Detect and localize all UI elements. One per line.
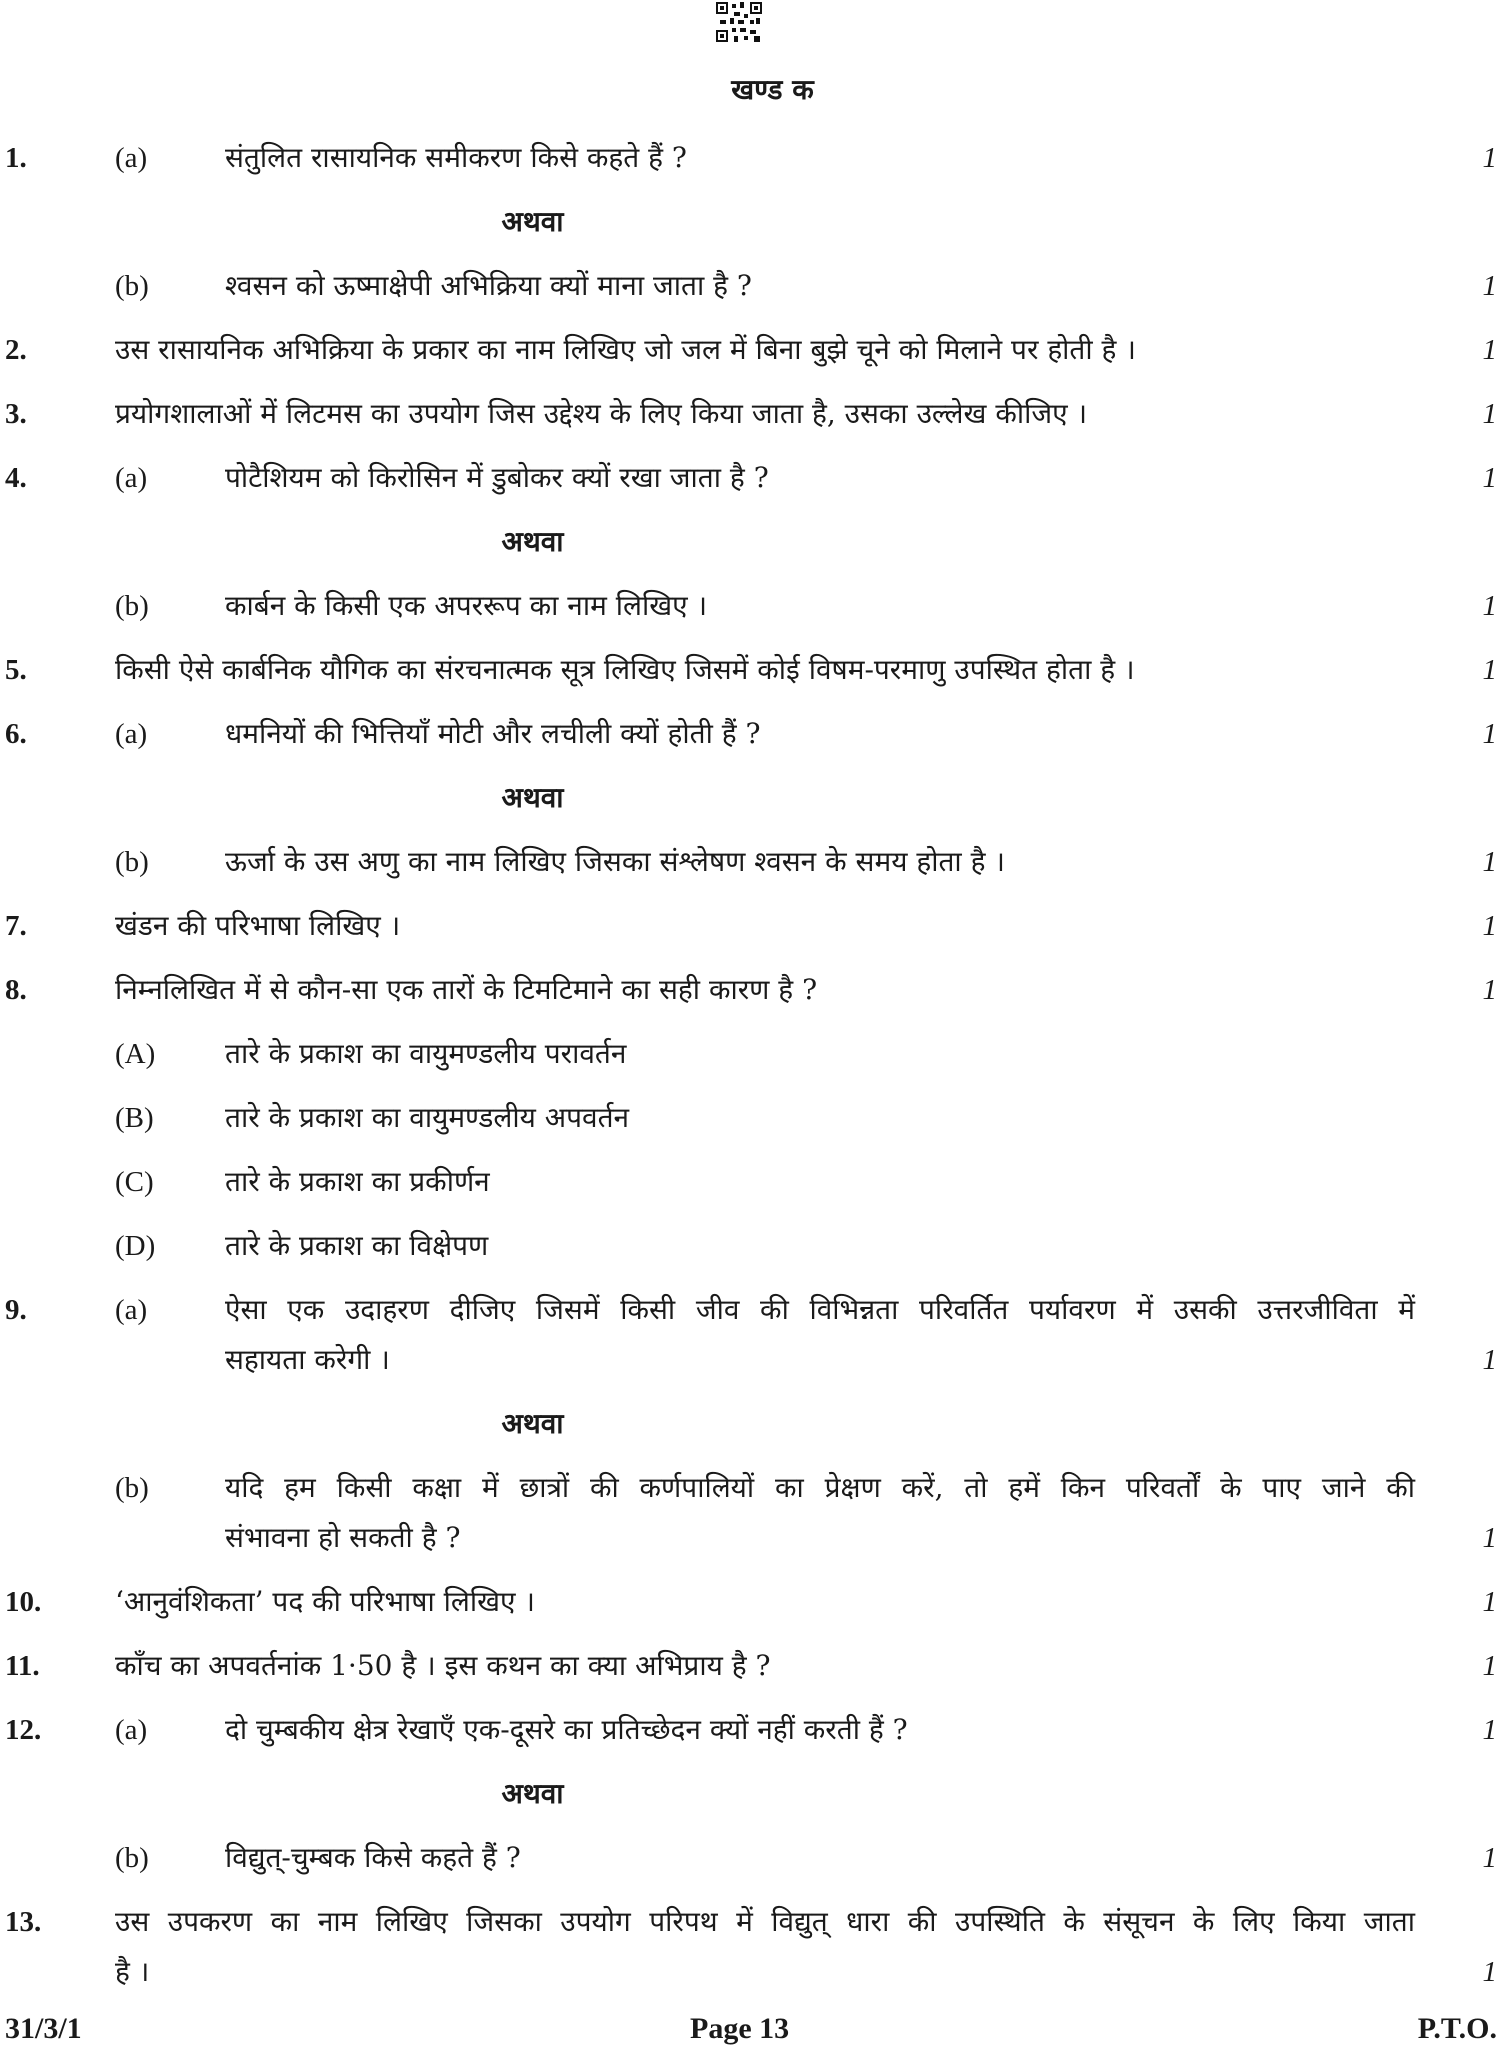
marks: 1 [1482,654,1497,686]
question-text: किसी ऐसे कार्बनिक यौगिक का संरचनात्मक सूत्र लिखिए जिसमें कोई विषम-परमाणु उपस्थित होता है । [115,653,1135,686]
or-divider: अथवा [501,1777,564,1810]
question-number: 7. [5,910,27,942]
question-text: विद्युत्-चुम्बक किसे कहते हैं ? [225,1841,521,1874]
question-number: 2. [5,334,27,366]
question-text: प्रयोगशालाओं में लिटमस का उपयोग जिस उद्देश्य के लिए किया जाता है, उसका उल्लेख कीजिए । [115,397,1088,430]
question-text-line-1: यदि हम किसी कक्षा में छात्रों की कर्णपालियों का प्रेक्षण करें, तो हमें किन परिवर्तों के पाए जाने की [225,1471,1415,1504]
sub-label: (a) [115,462,148,494]
question-text: निम्नलिखित में से कौन-सा एक तारों के टिमटिमाने का सही कारण है ? [115,973,818,1006]
option-text: तारे के प्रकाश का विक्षेपण [225,1229,489,1262]
question-text-line-2: सहायता करेगी । [225,1343,390,1376]
or-divider: अथवा [501,781,564,814]
marks: 1 [1482,1650,1497,1682]
question-text-line-1: उस उपकरण का नाम लिखिए जिसका उपयोग परिपथ में विद्युत् धारा की उपस्थिति के संसूचन के लिए किया जाता [115,1905,1415,1938]
page-footer [0,2012,1505,2045]
marks: 1 [1482,846,1497,878]
marks: 1 [1482,462,1497,494]
question-text: श्वसन को ऊष्माक्षेपी अभिक्रिया क्यों माना जाता है ? [225,269,752,302]
option-text: तारे के प्रकाश का वायुमण्डलीय अपवर्तन [225,1101,630,1134]
qr-code-icon [716,2,762,42]
option-label: (D) [115,1230,156,1262]
question-number: 5. [5,654,27,686]
question-number: 4. [5,462,27,494]
marks: 1 [1482,590,1497,622]
marks: 1 [1482,1956,1497,1988]
question-text: ‘आनुवंशिकता’ पद की परिभाषा लिखिए । [115,1585,536,1618]
marks: 1 [1482,334,1497,366]
question-text: कार्बन के किसी एक अपररूप का नाम लिखिए । [225,589,708,622]
option-text: तारे के प्रकाश का प्रकीर्णन [225,1165,490,1198]
marks: 1 [1482,1586,1497,1618]
sub-label: (b) [115,270,149,302]
question-number: 9. [5,1294,27,1326]
or-divider: अथवा [501,205,564,238]
marks: 1 [1482,142,1497,174]
sub-label: (b) [115,590,149,622]
sub-label: (a) [115,718,148,750]
question-number: 3. [5,398,27,430]
marks: 1 [1482,974,1497,1006]
question-number: 10. [5,1586,42,1618]
question-text: काँच का अपवर्तनांक 1·50 है । इस कथन का क्या अभिप्राय है ? [115,1649,771,1682]
option-label: (B) [115,1102,154,1134]
question-text: पोटैशियम को किरोसिन में डुबोकर क्यों रखा जाता है ? [225,461,769,494]
question-text: धमनियों की भित्तियाँ मोटी और लचीली क्यों होती हैं ? [225,717,761,750]
marks: 1 [1482,1842,1497,1874]
or-divider: अथवा [501,1407,564,1440]
sub-label: (a) [115,1294,148,1326]
question-text-line-2: संभावना हो सकती है ? [225,1521,461,1554]
question-number: 11. [5,1650,40,1682]
pto-label: P.T.O. [1417,2012,1497,2045]
question-text: खंडन की परिभाषा लिखिए । [115,909,401,942]
sub-label: (a) [115,142,148,174]
sub-label: (b) [115,846,149,878]
question-number: 13. [5,1906,42,1938]
marks: 1 [1482,270,1497,302]
section-heading: खण्ड क [731,73,814,106]
question-text-line-2: है । [115,1955,150,1988]
option-label: (C) [115,1166,154,1198]
paper-code: 31/3/1 [5,2012,82,2045]
question-number: 1. [5,142,27,174]
marks: 1 [1482,718,1497,750]
sub-label: (b) [115,1842,149,1874]
marks: 1 [1482,910,1497,942]
question-text: उस रासायनिक अभिक्रिया के प्रकार का नाम लिखिए जो जल में बिना बुझे चूने को मिलाने पर होती है । [115,333,1136,366]
marks: 1 [1482,1714,1497,1746]
question-text-line-1: ऐसा एक उदाहरण दीजिए जिसमें किसी जीव की विभिन्नता परिवर्तित पर्यावरण में उसकी उत्तरजीविता में [225,1293,1415,1326]
marks: 1 [1482,1522,1497,1554]
question-number: 8. [5,974,27,1006]
page-number: Page 13 [690,2012,790,2045]
sub-label: (b) [115,1472,149,1504]
option-label: (A) [115,1038,156,1070]
question-number: 6. [5,718,27,750]
or-divider: अथवा [501,525,564,558]
option-text: तारे के प्रकाश का वायुमण्डलीय परावर्तन [225,1037,627,1070]
question-text: ऊर्जा के उस अणु का नाम लिखिए जिसका संश्लेषण श्वसन के समय होता है । [225,845,1005,878]
question-number: 12. [5,1714,42,1746]
marks: 1 [1482,398,1497,430]
question-text: दो चुम्बकीय क्षेत्र रेखाएँ एक-दूसरे का प्रतिच्छेदन क्यों नहीं करती हैं ? [225,1713,908,1746]
sub-label: (a) [115,1714,148,1746]
marks: 1 [1482,1344,1497,1376]
question-text: संतुलित रासायनिक समीकरण किसे कहते हैं ? [225,141,687,174]
